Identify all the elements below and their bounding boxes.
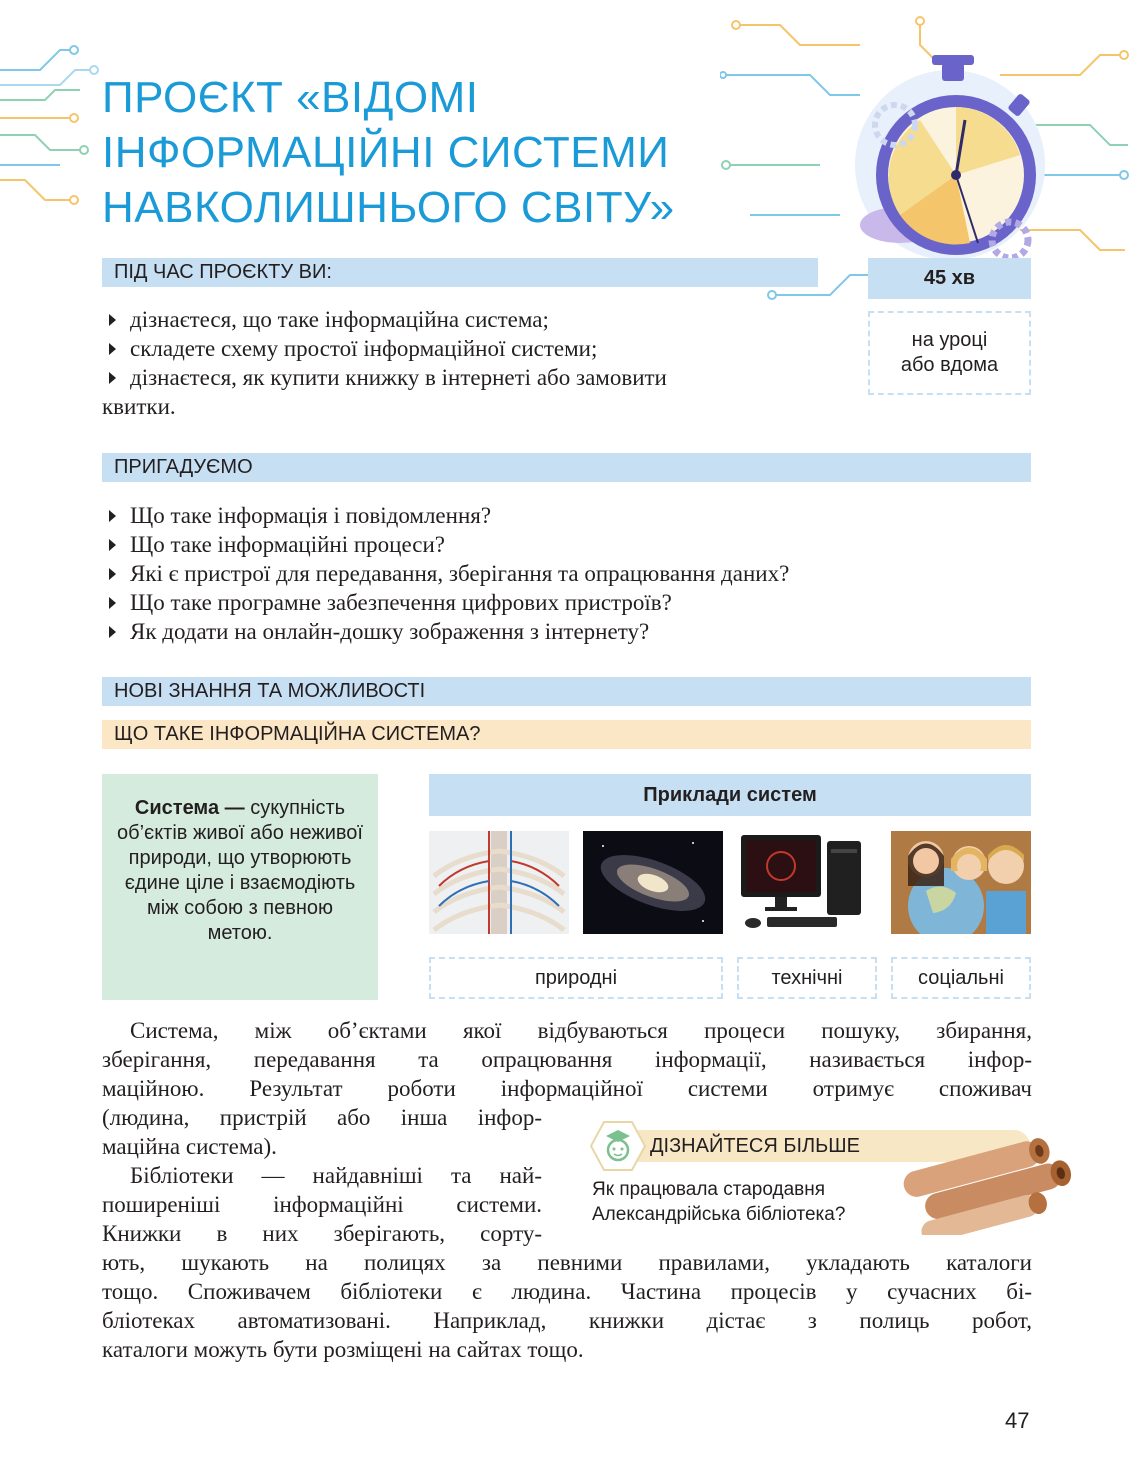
title-line-1: ПРОЄКТ «ВІДОМІ bbox=[102, 73, 479, 122]
scrolls-illustration bbox=[890, 1125, 1080, 1235]
text-line: маційною. Результат роботи інформаційної системи отримує споживач bbox=[102, 1076, 1032, 1101]
text-line: зберігання, передавання та опрацювання інформації, називається інфор- bbox=[102, 1047, 1032, 1072]
what-is-heading: ЩО ТАКЕ ІНФОРМАЦІЙНА СИСТЕМА? bbox=[102, 720, 1031, 749]
label-natural: природні bbox=[429, 957, 723, 999]
circuit-decoration-left bbox=[0, 40, 110, 210]
list-item: Що таке інформація і повідомлення? bbox=[102, 501, 1031, 530]
learn-more-callout bbox=[590, 1125, 1080, 1235]
list-item: дізнаєтеся, що таке інформаційна система; bbox=[102, 305, 842, 334]
text-line: маційна система). bbox=[102, 1134, 277, 1159]
bullet-arrow-icon bbox=[109, 314, 116, 326]
bullet-arrow-icon bbox=[109, 597, 116, 609]
galaxy-image bbox=[583, 831, 723, 934]
student-hex-icon bbox=[590, 1120, 646, 1172]
bullet-arrow-icon bbox=[109, 372, 116, 384]
bullet-arrow-icon bbox=[109, 626, 116, 638]
during-project-heading: ПІД ЧАС ПРОЄКТУ ВИ: bbox=[102, 258, 818, 287]
question-line-1: Як працювала стародавня bbox=[592, 1179, 826, 1200]
page-number: 47 bbox=[1005, 1408, 1030, 1433]
learn-more-heading: ДІЗНАЙТЕСЯ БІЛЬШЕ bbox=[650, 1135, 860, 1157]
children-globe-image bbox=[891, 831, 1031, 934]
list-item: Що таке програмне забезпечення цифрових пристроїв? bbox=[102, 588, 1031, 617]
text-line: поширеніші інформаційні системи. bbox=[102, 1192, 542, 1217]
duration-badge: 45 хв bbox=[868, 258, 1031, 299]
label-social: соціальні bbox=[891, 957, 1031, 999]
bullet-arrow-icon bbox=[109, 539, 116, 551]
title-line-2: ІНФОРМАЦІЙНІ СИСТЕМИ bbox=[102, 128, 670, 177]
list-item: дізнаєтеся, як купити книжку в інтернеті або замовити bbox=[102, 363, 842, 392]
title-line-3: НАВКОЛИШНЬОГО СВІТУ» bbox=[102, 183, 675, 232]
text-line: тощо. Споживачем бібліотеки є людина. Частина процесів у сучасних бі- bbox=[102, 1279, 1032, 1304]
question-line-2: Александрійська бібліотека? bbox=[592, 1204, 846, 1225]
new-knowledge-heading: НОВІ ЗНАННЯ ТА МОЖЛИВОСТІ bbox=[102, 677, 1031, 706]
location-box bbox=[868, 311, 1031, 395]
learn-more-question bbox=[592, 1177, 845, 1227]
label-technical: технічні bbox=[737, 957, 877, 999]
page-title bbox=[102, 70, 742, 235]
definition-term: Система — bbox=[134, 797, 245, 819]
location-line-1: на уроці bbox=[911, 329, 988, 351]
examples-title: Приклади систем bbox=[429, 774, 1031, 816]
location-line-2: або вдома bbox=[900, 354, 999, 376]
list-item: Що таке інформаційні процеси? bbox=[102, 530, 1031, 559]
list-item: Які є пристрої для передавання, зберігання та опрацювання даних? bbox=[102, 559, 1031, 588]
list-item: Як додати на онлайн-дошку зображення з інтернету? bbox=[102, 617, 1031, 646]
text-line: Система, між об’єктами якої відбуваються процеси пошуку, збирання, bbox=[130, 1018, 1032, 1043]
definition-text: сукупність об’єктів живої або неживої природи, що утворюють єдине ціле і взаємодіють між собою з певною метою. bbox=[116, 797, 363, 944]
text-line: Бібліотеки — найдавніші та най- bbox=[130, 1163, 542, 1188]
computer-image bbox=[737, 831, 877, 934]
bullet-arrow-icon bbox=[109, 510, 116, 522]
definition-box bbox=[102, 774, 378, 1000]
text-line: бліотеках автоматизовані. Наприклад, книжки дістає з полиць робот, bbox=[102, 1308, 1032, 1333]
text-line: Книжки в них зберігають, сорту- bbox=[102, 1221, 542, 1246]
bullet-arrow-icon bbox=[109, 568, 116, 580]
anatomy-image bbox=[429, 831, 569, 934]
during-project-list bbox=[102, 305, 842, 421]
list-item: складете схему простої інформаційної системи; bbox=[102, 334, 842, 363]
text-line: (людина, пристрій або інша інфор- bbox=[102, 1105, 542, 1130]
recall-list bbox=[102, 501, 1031, 646]
bullet-arrow-icon bbox=[109, 343, 116, 355]
list-item-continuation: квитки. bbox=[102, 394, 176, 419]
recall-heading: ПРИГАДУЄМО bbox=[102, 453, 1031, 482]
text-line: ють, шукають на полицях за певними правилами, укладають каталоги bbox=[102, 1250, 1032, 1275]
text-line: каталоги можуть бути розміщені на сайтах тощо. bbox=[102, 1337, 584, 1362]
